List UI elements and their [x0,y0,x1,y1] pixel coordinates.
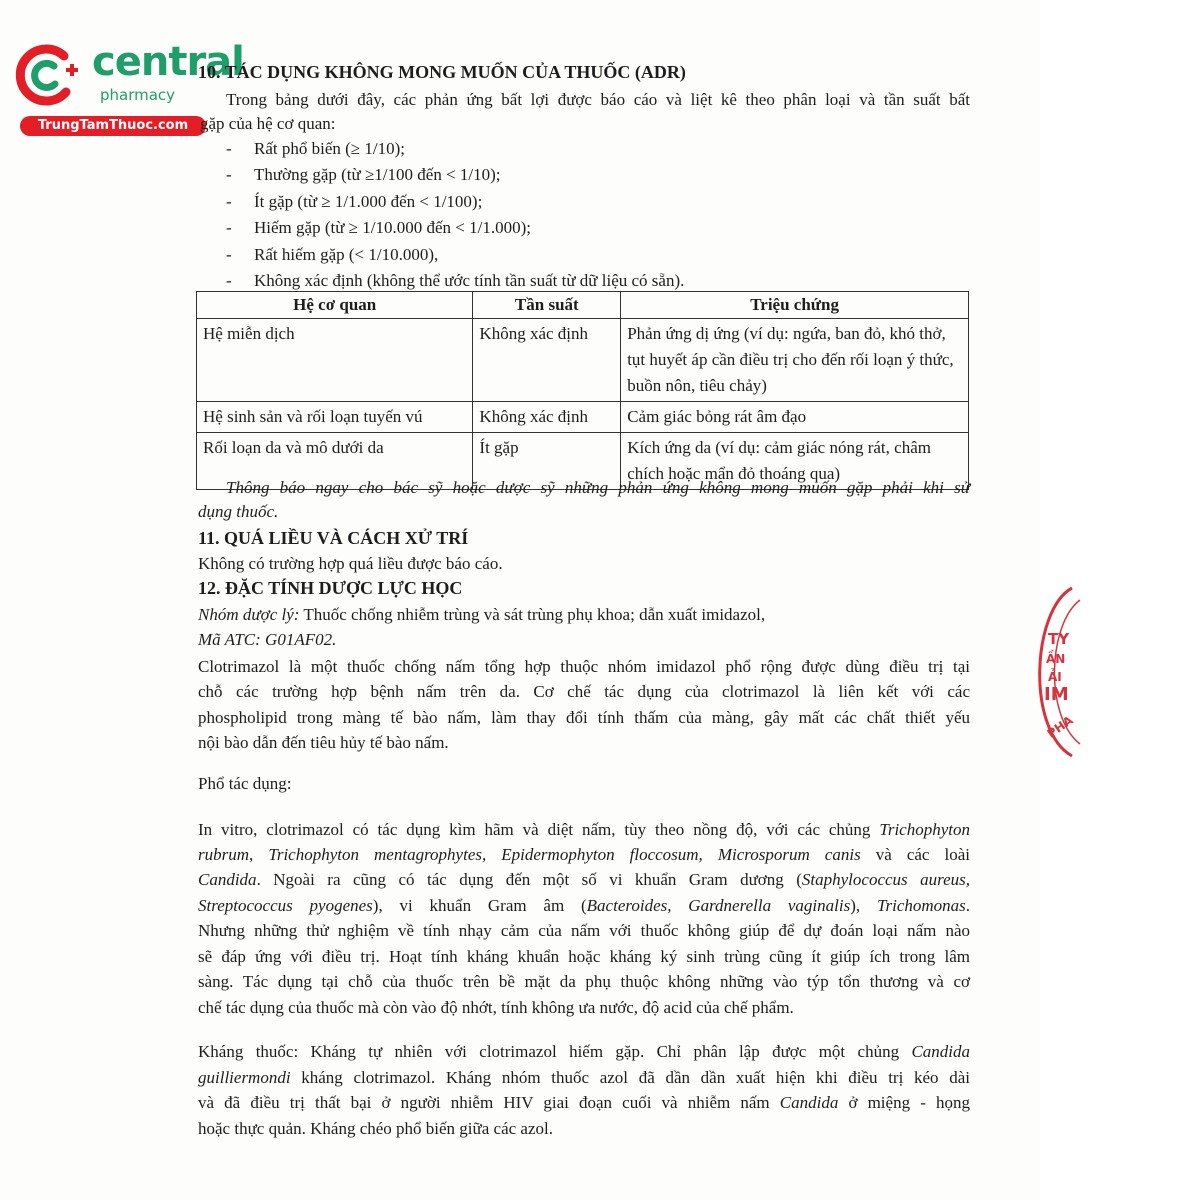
section-10-intro-line2: gặp của hệ cơ quan: [200,114,336,133]
column-header: Hệ cơ quan [197,292,473,319]
stamp-text: ẦN [1046,652,1066,666]
table-row [197,319,969,402]
spectrum-line: Streptococcus pyogenes), vi khuẩn Gram âm (Bacteroides, Gardnerella vaginalis), Trichomonas. [198,896,971,915]
stamp-text: PHA [1044,713,1076,741]
logo-website: TrungTamThuoc.com [20,116,206,136]
adr-note-line2: dụng thuốc. [198,502,279,521]
mechanism-line: chỗ các trường hợp bệnh nấm trên da. Cơ chế tác dụng của clotrimazol là liên kết với các [198,682,970,701]
resistance-line: guilliermondi kháng clotrimazol. Kháng nhóm thuốc azol đã dần dần xuất hiện khi điều trị kéo dài [198,1068,970,1087]
table-row [197,402,969,433]
table-cell: Rối loạn da và mô dưới da [197,433,473,490]
spectrum-line: sàng. Tác dụng tại chỗ của thuốc trên bề mặt da phụ thuộc không những vào týp tổn thương và cơ [198,972,970,991]
stamp-text: ẢI [1048,670,1062,684]
spectrum-line: chế tác dụng của thuốc mà còn vào độ nhớt, tính không ưa nước, độ acid của chế phẩm. [198,998,794,1017]
section-10-heading: 10. TÁC DỤNG KHÔNG MONG MUỐN CỦA THUỐC (ADR) [198,62,686,82]
table-cell: Ít gặp [473,433,621,490]
table-cell: Phản ứng dị ứng (ví dụ: ngứa, ban đỏ, khó thở, tụt huyết áp cần điều trị cho đến rối loạn ý thức, buồn nôn, tiêu chảy) [621,319,969,402]
stamp-text: IM [1044,684,1069,705]
section-11-heading: 11. QUÁ LIỀU VÀ CÁCH XỬ TRÍ [198,528,469,548]
table-header-row [197,292,969,319]
column-header: Tần suất [473,292,621,319]
spectrum-line: sẽ đáp ứng với điều trị. Hoạt tính kháng khuẩn hoặc kháng ký sinh trùng cũng ít giúp ích trong lâm [198,947,970,966]
mechanism-line: nội bào dẫn đến tiêu hủy tế bào nấm. [198,733,449,752]
table-cell: Kích ứng da (ví dụ: cảm giác nóng rát, châm chích hoặc mẩn đỏ thoáng qua) [621,433,969,490]
pharmacy-logo[interactable] [8,36,244,140]
logo-brand: central [92,39,244,85]
company-stamp [1012,580,1082,760]
table-cell: Không xác định [473,319,621,402]
section-12-heading: 12. ĐẶC TÍNH DƯỢC LỰC HỌC [198,578,463,598]
mechanism-line: phospholipid trong màng tế bào nấm, làm thay đổi tính thấm của màng, gây mất các chất thiết yếu [198,708,970,727]
adr-note-line1: Thông báo ngay cho bác sỹ hoặc dược sỹ những phản ứng không mong muốn gặp phải khi sử [226,478,970,497]
spectrum-line: In vitro, clotrimazol có tác dụng kìm hãm và diệt nấm, tùy theo nồng độ, với các chủng Trichophyton [198,820,970,839]
column-header: Triệu chứng [621,292,969,319]
logo-c-plus-icon [14,42,80,108]
stamp-text: TY [1048,630,1070,648]
mechanism-line: Clotrimazol là một thuốc chống nấm tổng hợp thuộc nhóm imidazol phổ rộng được dùng điều trị tại [198,657,970,676]
resistance-line: hoặc thực quản. Kháng chéo phổ biến giữa các azol. [198,1119,553,1138]
resistance-line: Kháng thuốc: Kháng tự nhiên với clotrimazol hiếm gặp. Chỉ phân lập được một chủng Candida [198,1042,970,1061]
resistance-line: và đã điều trị thất bại ở người nhiễm HIV giai đoạn cuối và nhiễm nấm Candida ở miệng - họng [198,1093,970,1112]
document-page: central pharmacy TrungTamThuoc.com 10. TÁC DỤNG KHÔNG MONG MUỐN CỦA THUỐC (ADR) Trong bảng dưới đây, các phản ứng bất lợi được báo cáo và liệt kê theo phân loại và tần suất bất gặp của hệ cơ quan: - Rất phổ biến (≥ 1/10); - Thường gặp (từ ≥1/100 đến < 1/10); - Ít gặp (từ ≥ 1/1.000 đến < 1/100); - Hiếm gặp (từ ≥ 1/10.000 đến < 1/1.000); - Rất hiếm gặp (< 1/10.000), - Không xác định (không thể ước tính tần suất từ dữ liệu có sẵn). Hệ cơ quan Tần suất Triệu chứng Hệ miễn dịch Không xác định Phản ứng dị ứng (ví dụ: ngứa, ban đỏ, khó thở, tụt huyết áp cần điều trị cho đến rối loạn ý thức, buồn nôn, tiêu chảy) Hệ sinh sản và rối loạn tuyến vú Không xác định Cảm giác bỏng rát âm đạo Rối loạn da và mô dưới da Ít gặp Kích ứng da (ví dụ: cảm giác nóng rát, châm chích hoặc mẩn đỏ thoáng qua) Thông báo ngay cho bác sỹ hoặc dược sỹ những phản ứng không mong muốn gặp phải khi sử dụng thuốc. 11. QUÁ LIỀU VÀ CÁCH XỬ TRÍ Không có trường hợp quá liều được báo cáo. 12. ĐẶC TÍNH DƯỢC LỰC HỌC Nhóm dược lý: Thuốc chống nhiễm trùng và sát trùng phụ khoa; dẫn xuất imidazol, Mã ATC: G01AF02. Clotrimazol là một thuốc chống nấm tổng hợp thuộc nhóm imidazol phổ rộng được dùng điều trị tại chỗ các trường hợp bệnh nấm trên da. Cơ chế tác dụng của clotrimazol là liên kết với các phospholipid trong màng tế bào nấm, làm thay đổi tính thấm của màng, gây mất các chất thiết yếu nội bào dẫn đến tiêu hủy tế bào nấm. Phổ tác dụng: In vitro, clotrimazol có tác dụng kìm hãm và diệt nấm, tùy theo nồng độ, với các chủng Trichophyton rubrum, Trichophyton mentagrophytes, Epidermophyton floccosum, Microsporum canis và các loài Candida. Ngoài ra cũng có tác dụng đến một số vi khuẩn Gram dương (Staphylococcus aureus, Streptococcus pyogenes), vi khuẩn Gram âm (Bacteroides, Gardnerella vaginalis), Trichomonas. Nhưng những thử nghiệm về tính nhạy cảm của nấm với thuốc không giúp để dự đoán loại nấm nào sẽ đáp ứng với điều trị. Hoạt tính kháng khuẩn hoặc kháng ký sinh trùng cũng ít giúp ích trong lâm sàng. Tác dụng tại chỗ của thuốc trên bề mặt da phụ thuộc không những vào týp tổn thương và cơ chế tác dụng của thuốc mà còn vào độ nhớt, tính không ưa nước, độ acid của chế phẩm. Kháng thuốc: Kháng tự nhiên với clotrimazol hiếm gặp. Chỉ phân lập được một chủng Candida guilliermondi kháng clotrimazol. Kháng nhóm thuốc azol đã dần dần xuất hiện khi điều trị kéo dài và đã điều trị thất bại ở người nhiễm HIV giai đoạn cuối và nhiễm nấm Candida ở miệng - họng hoặc thực quản. Kháng chéo phổ biến giữa các azol. TY ẦN ẢI IM PHA [0,0,1200,1200]
section-10-intro-line1: Trong bảng dưới đây, các phản ứng bất lợi được báo cáo và liệt kê theo phân loại và tần suất bất [226,90,970,109]
spectrum-line: Nhưng những thử nghiệm về tính nhạy cảm của nấm với thuốc không giúp để dự đoán loại nấm nào [198,921,970,940]
table-cell: Cảm giác bỏng rát âm đạo [621,402,969,433]
table-cell: Không xác định [473,402,621,433]
adr-table [196,291,969,490]
spectrum-heading: Phổ tác dụng: [198,774,292,793]
logo-tagline: pharmacy [100,86,176,104]
table-cell: Hệ sinh sản và rối loạn tuyến vú [197,402,473,433]
table-cell: Hệ miễn dịch [197,319,473,402]
spectrum-line: Candida. Ngoài ra cũng có tác dụng đến một số vi khuẩn Gram dương (Staphylococcus aureus, [198,870,971,889]
pharmacologic-group: Nhóm dược lý: Thuốc chống nhiễm trùng và sát trùng phụ khoa; dẫn xuất imidazol, [198,605,766,624]
spectrum-line: rubrum, Trichophyton mentagrophytes, Epidermophyton floccosum, Microsporum canis và các loài [198,845,970,864]
section-11-text: Không có trường hợp quá liều được báo cáo. [198,554,503,573]
atc-code: Mã ATC: G01AF02. [198,630,337,649]
